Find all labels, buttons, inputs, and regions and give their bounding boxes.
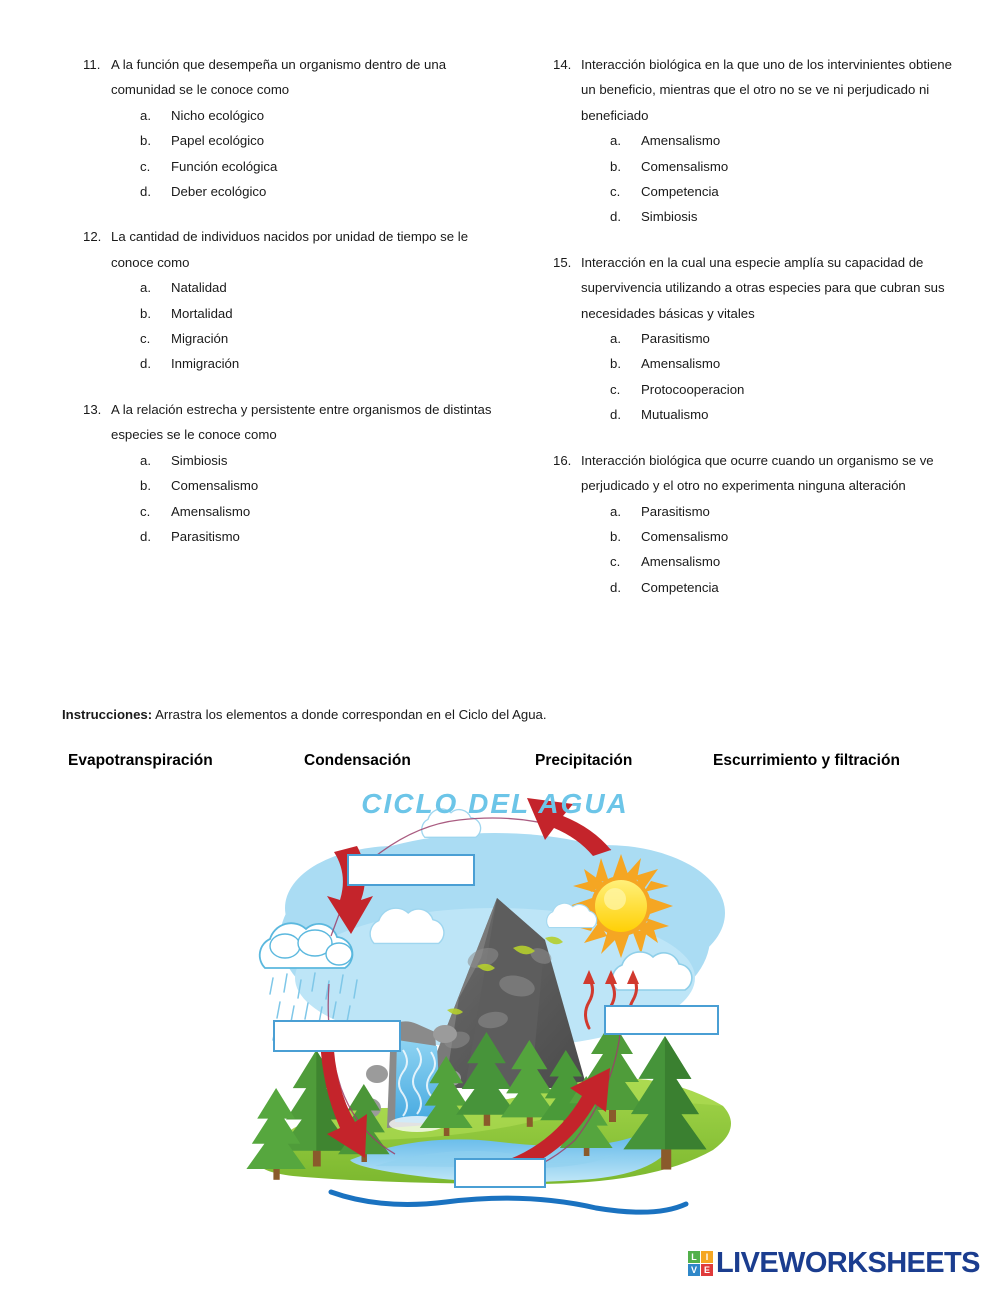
question-text: Interacción biológica que ocurre cuando un organismo se ve perjudicado y el otro no experimenta ninguna alteración bbox=[581, 452, 934, 494]
option-row[interactable] bbox=[140, 179, 498, 204]
option-text: Mutualismo bbox=[641, 407, 709, 423]
draggable-word-condensacion[interactable]: Condensación bbox=[304, 752, 411, 769]
drop-zone-evapotranspiration-right[interactable] bbox=[604, 1005, 719, 1035]
option-list bbox=[78, 275, 498, 377]
option-text: Amensalismo bbox=[641, 356, 721, 372]
option-letter: a. bbox=[610, 503, 621, 519]
instructions-body: Arrastra los elementos a donde correspondan en el Ciclo del Agua. bbox=[152, 707, 547, 722]
option-letter: d. bbox=[140, 356, 151, 372]
question-number: 16. bbox=[553, 452, 572, 468]
question-number: 13. bbox=[83, 401, 102, 417]
liveworksheets-logo[interactable] bbox=[688, 1246, 980, 1280]
option-text: Amensalismo bbox=[641, 133, 721, 149]
drop-zone-condensation-top[interactable] bbox=[347, 854, 475, 886]
option-text: Nicho ecológico bbox=[171, 107, 265, 123]
option-text: Parasitismo bbox=[641, 503, 710, 519]
option-row[interactable] bbox=[140, 275, 498, 300]
option-letter: b. bbox=[140, 478, 151, 494]
option-row[interactable] bbox=[610, 179, 968, 204]
option-row[interactable] bbox=[140, 448, 498, 473]
option-letter: a. bbox=[140, 280, 151, 296]
option-row[interactable] bbox=[140, 128, 498, 153]
option-letter: c. bbox=[140, 331, 151, 347]
option-letter: b. bbox=[610, 528, 621, 544]
question-header bbox=[78, 224, 498, 275]
option-letter: b. bbox=[140, 305, 151, 321]
question-number: 12. bbox=[83, 229, 102, 245]
question-text: A la relación estrecha y persistente entre organismos de distintas especies se le conoce como bbox=[111, 401, 492, 443]
option-row[interactable] bbox=[140, 326, 498, 351]
logo-tile-v: V bbox=[688, 1264, 700, 1276]
option-letter: c. bbox=[140, 158, 151, 174]
draggable-word-evapotranspiracion[interactable]: Evapotranspiración bbox=[68, 752, 213, 769]
water-cycle-illustration bbox=[245, 788, 745, 1218]
option-text: Mortalidad bbox=[171, 305, 233, 321]
question-header bbox=[78, 397, 498, 448]
question-header bbox=[548, 250, 968, 326]
option-row[interactable] bbox=[610, 128, 968, 153]
question-text: A la función que desempeña un organismo dentro de una comunidad se le conoce como bbox=[111, 57, 447, 98]
option-row[interactable] bbox=[610, 402, 968, 427]
water-cycle-title: CICLO DEL AGUA bbox=[361, 788, 629, 819]
question-text: Interacción en la cual una especie amplía su capacidad de supervivencia utilizando a otras especies para que cubran sus necesidades básicas y vitales bbox=[581, 254, 945, 321]
option-text: Comensalismo bbox=[171, 478, 259, 494]
option-letter: d. bbox=[140, 528, 151, 544]
option-text: Competencia bbox=[641, 184, 719, 200]
draggable-word-bank bbox=[0, 752, 1000, 784]
option-list bbox=[78, 448, 498, 550]
option-text: Deber ecológico bbox=[171, 184, 267, 200]
option-row[interactable] bbox=[610, 204, 968, 229]
option-list bbox=[78, 103, 498, 205]
option-letter: c. bbox=[610, 184, 621, 200]
option-row[interactable] bbox=[610, 575, 968, 600]
option-text: Función ecológica bbox=[171, 158, 278, 174]
option-row[interactable] bbox=[140, 473, 498, 498]
option-text: Comensalismo bbox=[641, 158, 729, 174]
option-text: Protocooperacion bbox=[641, 381, 745, 397]
option-letter: b. bbox=[140, 133, 151, 149]
option-text: Comensalismo bbox=[641, 528, 729, 544]
option-letter: d. bbox=[610, 407, 621, 423]
option-row[interactable] bbox=[610, 351, 968, 376]
question-text: La cantidad de individuos nacidos por unidad de tiempo se le conoce como bbox=[111, 229, 469, 270]
option-text: Competencia bbox=[641, 579, 719, 595]
option-text: Papel ecológico bbox=[171, 133, 265, 149]
option-row[interactable] bbox=[610, 524, 968, 549]
option-text: Migración bbox=[171, 331, 229, 347]
option-row[interactable] bbox=[140, 499, 498, 524]
question-column-right bbox=[548, 52, 968, 620]
option-row[interactable] bbox=[140, 524, 498, 549]
instructions-label: Instrucciones: bbox=[62, 707, 153, 722]
option-list bbox=[548, 326, 968, 428]
option-text: Parasitismo bbox=[171, 528, 240, 544]
option-list bbox=[548, 128, 968, 230]
question-block bbox=[548, 250, 968, 428]
draggable-word-escurrimiento-filtracion[interactable]: Escurrimiento y filtración bbox=[713, 752, 900, 769]
water-cycle-diagram bbox=[245, 788, 745, 1218]
option-letter: a. bbox=[610, 133, 621, 149]
question-block bbox=[78, 224, 498, 376]
option-row[interactable] bbox=[610, 549, 968, 574]
option-letter: d. bbox=[610, 579, 621, 595]
option-letter: b. bbox=[610, 356, 621, 372]
option-row[interactable] bbox=[610, 377, 968, 402]
question-block bbox=[548, 52, 968, 230]
river-outflow bbox=[331, 1192, 686, 1212]
drop-zone-precipitation-left[interactable] bbox=[273, 1020, 401, 1052]
option-letter: d. bbox=[140, 184, 151, 200]
question-block bbox=[78, 397, 498, 549]
option-letter: a. bbox=[140, 452, 151, 468]
draggable-word-precipitacion[interactable]: Precipitación bbox=[535, 752, 633, 769]
option-row[interactable] bbox=[610, 326, 968, 351]
option-letter: a. bbox=[610, 331, 621, 347]
option-text: Inmigración bbox=[171, 356, 240, 372]
question-header bbox=[548, 52, 968, 128]
option-text: Simbiosis bbox=[641, 209, 698, 225]
question-block bbox=[78, 52, 498, 204]
question-number: 14. bbox=[553, 57, 572, 72]
logo-wordmark: LIVEWORKSHEETS bbox=[716, 1247, 980, 1279]
option-text: Amensalismo bbox=[641, 554, 721, 570]
logo-tile-i: I bbox=[701, 1251, 713, 1263]
question-text: Interacción biológica en la que uno de los intervinientes obtiene un beneficio, mientras que el otro no se ve ni perjudicado ni beneficiado bbox=[581, 57, 952, 123]
option-letter: c. bbox=[140, 503, 151, 519]
question-column-left bbox=[78, 52, 498, 569]
option-row[interactable] bbox=[610, 499, 968, 524]
drop-zone-runoff-bottom[interactable] bbox=[454, 1158, 546, 1188]
option-letter: b. bbox=[610, 158, 621, 174]
option-text: Simbiosis bbox=[171, 452, 228, 468]
logo-tile-e: E bbox=[701, 1264, 713, 1276]
question-block bbox=[548, 448, 968, 600]
option-letter: c. bbox=[610, 381, 621, 397]
question-header bbox=[548, 448, 968, 499]
option-row[interactable] bbox=[140, 103, 498, 128]
option-text: Natalidad bbox=[171, 280, 227, 296]
question-number: 15. bbox=[553, 254, 572, 270]
option-letter: c. bbox=[610, 554, 621, 570]
option-row[interactable] bbox=[140, 351, 498, 376]
option-row[interactable] bbox=[140, 154, 498, 179]
option-text: Parasitismo bbox=[641, 331, 710, 347]
option-list bbox=[548, 499, 968, 601]
logo-tile-l: L bbox=[688, 1251, 700, 1263]
option-text: Amensalismo bbox=[171, 503, 251, 519]
instructions-line bbox=[62, 706, 547, 724]
option-row[interactable] bbox=[610, 154, 968, 179]
option-row[interactable] bbox=[140, 301, 498, 326]
question-header bbox=[78, 52, 498, 103]
option-letter: a. bbox=[140, 107, 151, 123]
option-letter: d. bbox=[610, 209, 621, 225]
question-number: 11. bbox=[83, 57, 101, 72]
logo-tile-grid bbox=[688, 1251, 713, 1276]
